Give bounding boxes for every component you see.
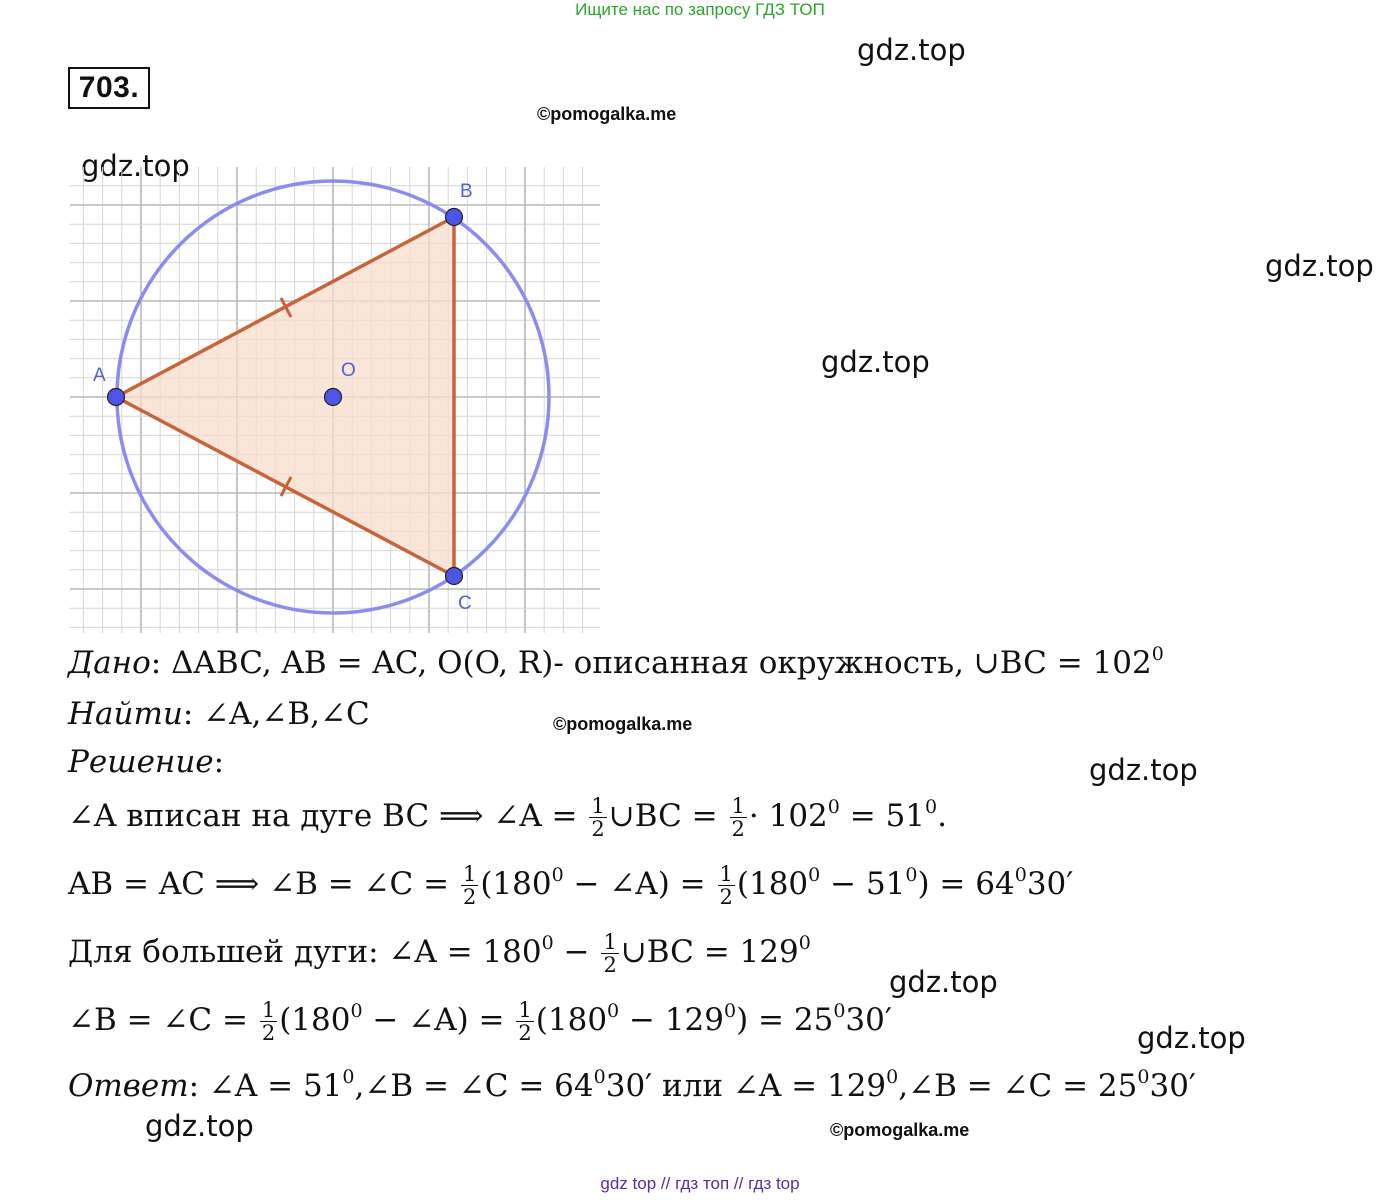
solution-line-1: ∠A вписан на дуге BC ⟹ ∠A = $\frac{1}{2}$ ∪BC = $\frac{1}{2}$ · $102^0 = 51^0$. <box>68 794 947 841</box>
answer-label: Ответ <box>68 1068 189 1104</box>
watermark: gdz.top <box>1137 1021 1246 1055</box>
label-c: C <box>458 593 472 614</box>
watermark: gdz.top <box>857 33 966 67</box>
fraction: $\frac{1}{2}$ <box>518 998 532 1045</box>
solution-line-4: ∠B = ∠C = $\frac{1}{2}$ ($180^0$ − ∠A) = $\frac{1}{2}$ $(180^0 - 129^0) = 25^030'$ <box>68 998 892 1045</box>
fraction: $\frac{1}{2}$ <box>591 794 605 841</box>
point-c <box>446 568 463 585</box>
point-b <box>446 209 463 226</box>
solution-line-3: Для большей дуги: ∠A = $180^0$ − $\frac{1}{2}$ ∪BC = $129^0$ <box>68 930 811 977</box>
find-line: Найти: ∠A,∠B,∠C <box>68 696 370 732</box>
triangle-abc <box>116 217 454 576</box>
find-text: ∠A,∠B,∠C <box>203 696 370 732</box>
watermark: gdz.top <box>81 149 190 183</box>
footer-links[interactable]: gdz top // гдз топ // гдз top <box>600 1174 800 1193</box>
label-b: B <box>460 181 473 202</box>
fraction: $\frac{1}{2}$ <box>261 998 276 1045</box>
watermark: gdz.top <box>1265 249 1374 283</box>
label-a: A <box>93 365 106 386</box>
copyright: ©pomogalka.me <box>537 104 677 124</box>
fraction: $\frac{1}{2}$ <box>731 794 745 841</box>
watermark: gdz.top <box>1089 753 1198 787</box>
given-line: Дано: ΔABC, AB = AC, O(O, R)- описанная окружность, ∪BC = $102^0$ <box>68 643 1164 681</box>
fraction: $\frac{1}{2}$ <box>603 930 617 977</box>
watermark: gdz.top <box>145 1109 254 1143</box>
point-a <box>108 389 125 406</box>
solution-line-2: AB = AC ⟹ ∠B = ∠C = $\frac{1}{2}$ ($180^0$ − ∠A) = $\frac{1}{2}$ $(180^0 - 51^0) = 64^030'$ <box>68 862 1074 909</box>
given-label: Дано <box>68 645 151 681</box>
given-text: ΔABC, AB = AC, O(O, R)- описанная окружность, ∪BC = 102 <box>171 645 1152 681</box>
top-banner[interactable]: Ищите нас по запросу ГДЗ ТОП <box>575 0 825 19</box>
problem-number: 703. <box>68 67 150 109</box>
fraction: $\frac{1}{2}$ <box>462 862 477 909</box>
label-o: O <box>341 360 356 381</box>
watermark: gdz.top <box>889 965 998 999</box>
find-label: Найти <box>68 696 183 732</box>
solution-label-line: Решение: <box>68 744 225 780</box>
copyright: ©pomogalka.me <box>830 1120 970 1140</box>
watermark: gdz.top <box>821 345 930 379</box>
fraction: $\frac{1}{2}$ <box>719 862 733 909</box>
point-o <box>325 389 342 406</box>
answer-line: Ответ: ∠A = $51^0,\angle B$ = ∠C = $64^030'$ или ∠A = $129^0,\angle B$ = ∠C = $25^030'$ <box>68 1066 1196 1104</box>
copyright: ©pomogalka.me <box>553 714 693 734</box>
solution-label: Решение <box>68 744 214 780</box>
